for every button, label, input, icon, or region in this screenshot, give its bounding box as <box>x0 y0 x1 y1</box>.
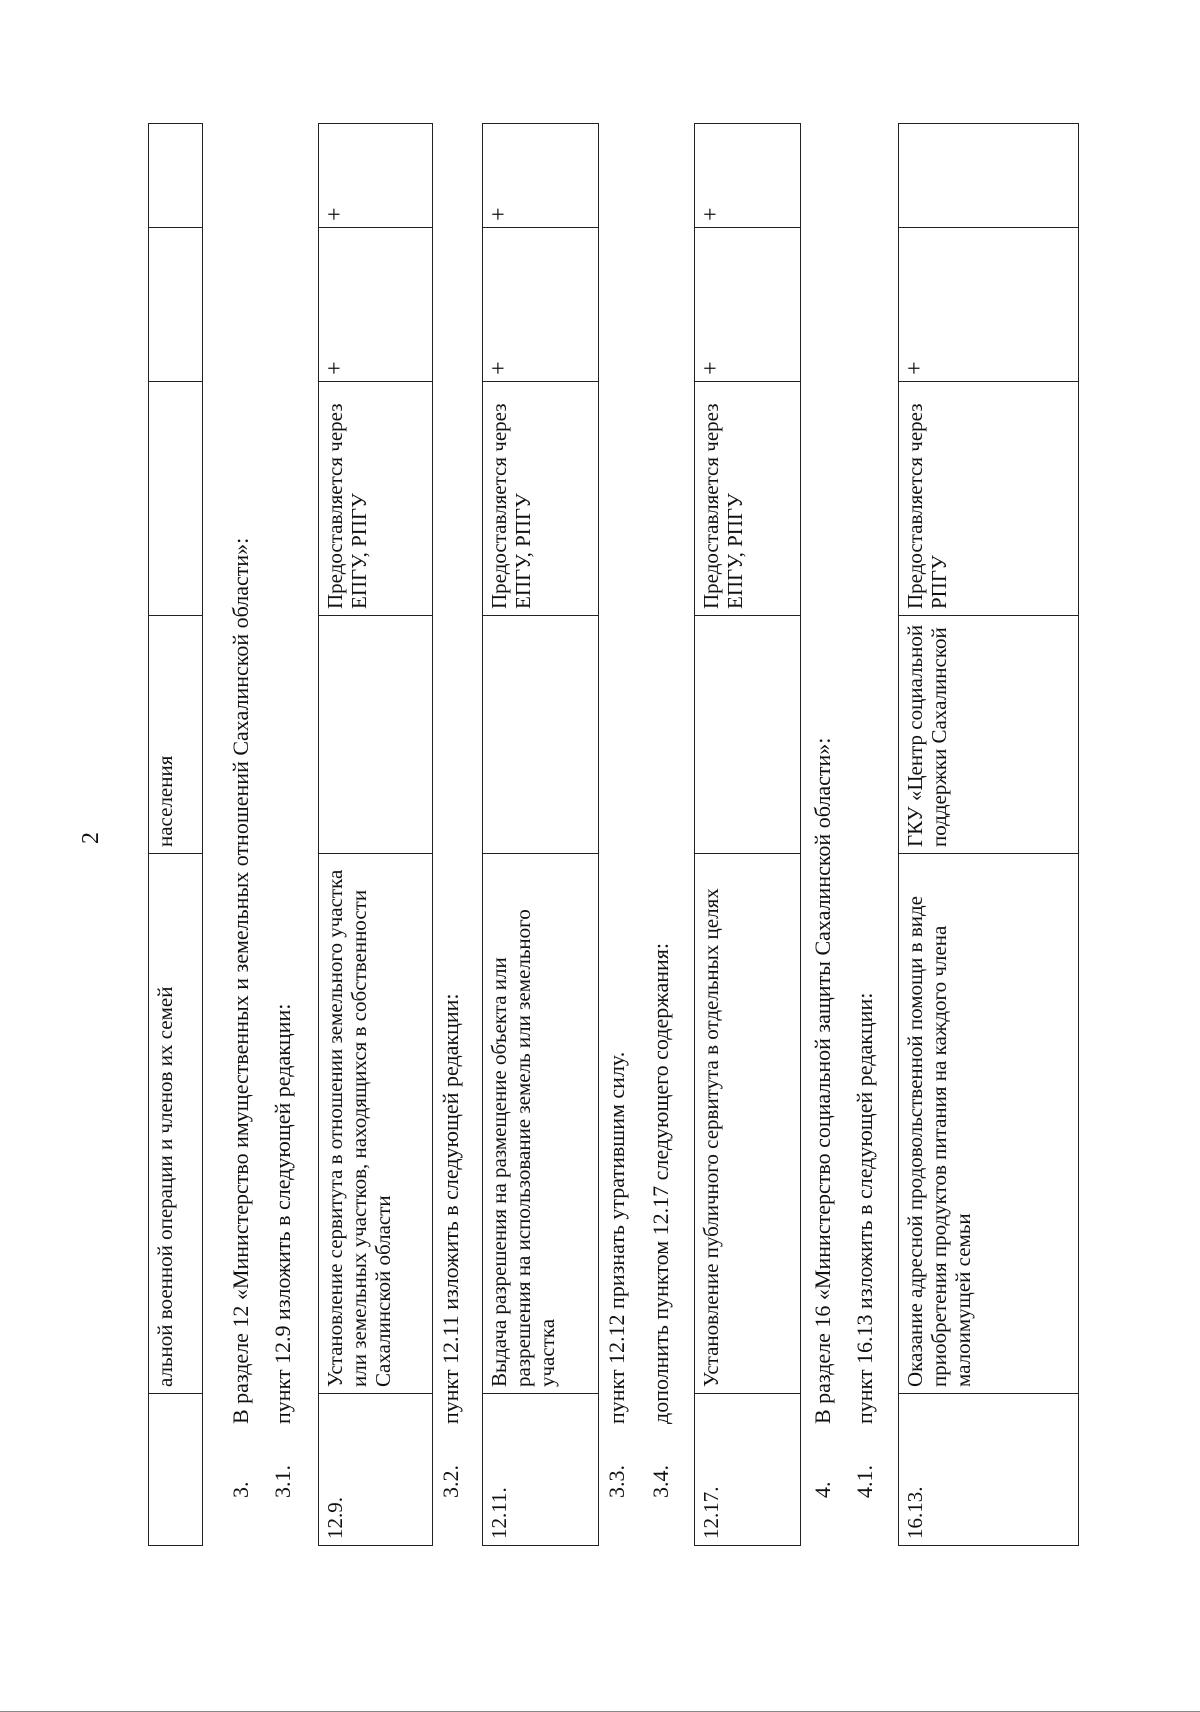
cell-provision: Предоставляется через ЕПГУ, РПГУ <box>695 382 801 616</box>
cell-number: 12.9. <box>319 1394 433 1546</box>
cell-mark-2: + <box>695 124 801 228</box>
cell-number: 12.17. <box>695 1394 801 1546</box>
paragraph-number: 3.3. <box>604 1465 629 1498</box>
paragraph-text: дополнить пунктом 12.17 следующего содержания: <box>648 943 673 1424</box>
table-row-12-17 <box>694 123 801 1546</box>
paragraph-number: 4. <box>810 1481 835 1498</box>
cell-service-name: Оказание адресной продовольственной помощи в виде приобретения продуктов питания на каждого члена малоимущей семьи <box>899 854 1079 1394</box>
paragraph-text: пункт 12.11 изложить в следующей редакции: <box>438 993 463 1424</box>
cell-service-name: Установление публичного сервитута в отдельных целях <box>695 854 801 1394</box>
cell-provision <box>149 382 203 616</box>
cell-mark-2 <box>149 124 203 228</box>
cell-mark-1 <box>149 228 203 382</box>
table-row <box>695 124 801 1546</box>
cell-mark-2 <box>899 124 1079 228</box>
cell-service-name: альной военной операции и членов их семей <box>149 854 203 1394</box>
paragraph-text: пункт 12.9 изложить в следующей редакции: <box>270 1003 295 1424</box>
page-number: 2 <box>78 832 104 844</box>
cell-provision: Предоставляется через РПГУ <box>899 382 1079 616</box>
table-row-12-11 <box>482 123 599 1546</box>
paragraph-text: В разделе 12 «Министерство имущественных и земельных отношений Сахалинской области»: <box>228 537 253 1424</box>
paragraph-text: В разделе 16 «Министерство социальной защиты Сахалинской области»: <box>810 737 835 1424</box>
cell-number: 12.11. <box>483 1394 599 1546</box>
table-row <box>319 124 433 1546</box>
paragraph-number: 3. <box>228 1481 253 1498</box>
table-row <box>483 124 599 1546</box>
paragraph-number: 3.2. <box>438 1465 463 1498</box>
paragraph-text: пункт 12.12 признать утратившим силу. <box>604 1051 629 1424</box>
cell-mark-2: + <box>483 124 599 228</box>
cell-mark-2: + <box>319 124 433 228</box>
paragraph-text: пункт 16.13 изложить в следующей редакции: <box>852 992 877 1424</box>
cell-mark-1: + <box>319 228 433 382</box>
cell-mark-1: + <box>899 228 1079 382</box>
table-row <box>899 124 1079 1546</box>
cell-service-name: Выдача разрешения на размещение объекта или разрешения на использование земель или земельного участка <box>483 854 599 1394</box>
table-top-row <box>148 123 203 1546</box>
table-row-16-13 <box>898 123 1079 1546</box>
table-row-12-9 <box>318 123 433 1546</box>
cell-organization: ГКУ «Центр социальной поддержки Сахалинской <box>899 616 1079 854</box>
cell-provision: Предоставляется через ЕПГУ, РПГУ <box>319 382 433 616</box>
cell-number: 16.13. <box>899 1394 1079 1546</box>
cell-mark-1: + <box>695 228 801 382</box>
cell-number <box>149 1394 203 1546</box>
paragraph-number: 3.4. <box>648 1465 673 1498</box>
paragraph-number: 3.1. <box>270 1465 295 1498</box>
cell-service-name: Установление сервитута в отношении земельного участка или земельных участков, находящихся в собственности Сахалинской области <box>319 854 433 1394</box>
cell-organization <box>483 616 599 854</box>
paragraph-number: 4.1. <box>852 1465 877 1498</box>
table-row <box>149 124 203 1546</box>
cell-organization <box>319 616 433 854</box>
cell-organization <box>695 616 801 854</box>
cell-organization: населения <box>149 616 203 854</box>
cell-mark-1: + <box>483 228 599 382</box>
cell-provision: Предоставляется через ЕПГУ, РПГУ <box>483 382 599 616</box>
